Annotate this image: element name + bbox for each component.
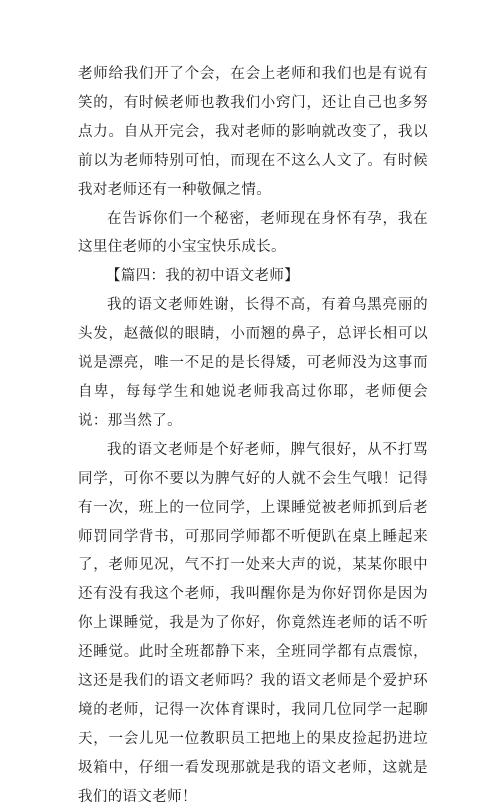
document-body <box>78 60 428 812</box>
section-heading: 【篇四：我的初中语文老师】 <box>106 268 300 285</box>
paragraph-good-teacher: 我的语文老师是个好老师，脾气很好，从不打骂同学，可你不要以为脾气好的人就不会生气哦！记得有一次，班上的一位同学，上课睡觉被老师抓到后老师罚同学背书，可那同学师都不听便趴在桌上睡起来了，老师见况，气不打一处来大声的说，某某你眼中还有没有我这个老师，我叫醒你是为你好罚你是因为你上课睡觉，我是为了你好，你竟然连老师的话不听还睡觉。此时全班都静下来，全班同学都有点震惊，这还是我们的语文老师吗？我的语文老师是个爱护环境的老师，记得一次体育课时，我同几位同学一起聊天，一会儿见一位教职员工把地上的果皮捡起扔进垃圾箱中，仔细一看发现那就是我的语文老师，这就是我们的语文老师！ <box>78 441 428 805</box>
paragraph-secret: 在告诉你们一个秘密，老师现在身怀有孕，我在这里住老师的小宝宝快乐成长。 <box>78 210 428 256</box>
paragraph-teacher-appearance: 我的语文老师姓谢，长得不高，有着乌黑亮丽的头发，赵薇似的眼睛，小而翘的鼻子，总评长相可以说是漂亮，唯一不足的是长得矮，可老师没为这事而自卑，每每学生和她说老师我高过你耶，老师便会说：那当然了。 <box>78 297 428 429</box>
paragraph-teacher-meeting: 老师给我们开了个会，在会上老师和我们也是有说有笑的，有时候老师也教我们小窍门，还让自己也多努点力。自从开完会，我对老师的影响就改变了，我以前以为老师特别可怕，而现在不这么人文了。有时候我对老师还有一种敬佩之情。 <box>78 66 428 198</box>
